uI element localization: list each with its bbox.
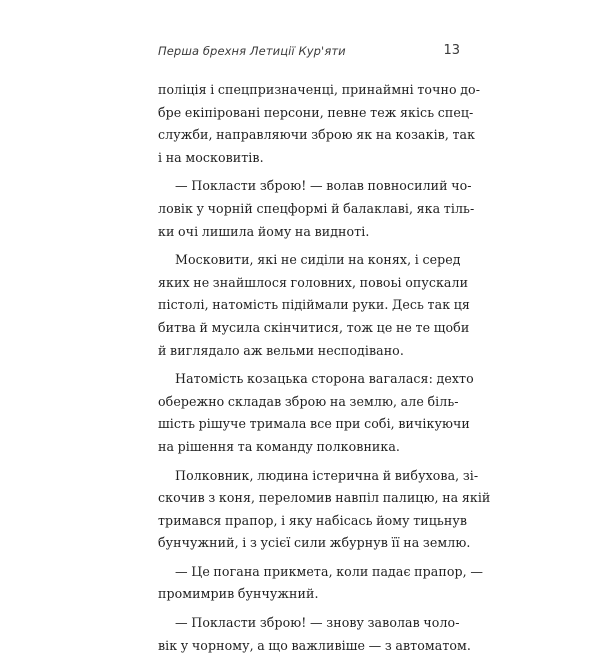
text-line: скочив з коня, переломив навпіл палицю, на якій (158, 490, 491, 506)
text-line: вік у чорному, а що важливіше — з автоматом. (158, 637, 472, 653)
text-line: — Покласти зброю! — волав повносилий чо- (175, 178, 472, 194)
text-line: ловік у чорній спецформі й балаклаві, яка тіль- (158, 200, 475, 216)
text-line: поліція і спецпризначенці, принаймні точно до- (158, 82, 481, 97)
text-line: тримався прапор, і яку набісась йому тицьнув (158, 512, 467, 528)
paragraph (158, 561, 484, 606)
text-line: Натомість козацька сторона вагалася: дехто (175, 371, 474, 387)
text-line: на рішення та команду полковника. (158, 438, 401, 454)
text-line: обережно складав зброю на землю, але біль- (158, 393, 459, 409)
text-line: Московити, які не сиділи на конях, і серед (175, 252, 461, 268)
text-line: пістолі, натомість підіймали руки. Десь так ця (158, 297, 470, 313)
paragraph (158, 465, 491, 555)
text-line: служби, направляючи зброю як на козаків, так (158, 127, 476, 143)
paragraph (158, 368, 474, 458)
text-line: бунчужний, і з усієї сили жбурнув її на землю. (158, 535, 471, 551)
text-line: — Покласти зброю! — знову заволав чоло- (175, 615, 460, 631)
running-header (158, 44, 460, 64)
text-line: бре екіпіровані персони, певне теж якісь спец- (158, 104, 474, 120)
paragraph (158, 79, 481, 169)
text-line: шість рішуче тримала все при собі, вичікуючи (158, 416, 470, 432)
text-line: ки очі лишила йому на видноті. (158, 223, 370, 239)
text-line: битва й мусила скінчитися, тож це не те щоби (158, 319, 470, 335)
running-title: Перша брехня Летиції Кур'яти (158, 44, 346, 58)
text-line: промимрив бунчужний. (158, 586, 319, 602)
body-text (158, 79, 491, 657)
text-line: яких не знайшлося головних, повоьі опускали (158, 274, 469, 290)
page-number: 13 (443, 43, 460, 58)
paragraph (158, 175, 475, 243)
paragraph (158, 249, 470, 362)
text-line: і на московитів. (158, 149, 264, 165)
text-line: — Це погана прикмета, коли падає прапор, — (175, 563, 484, 579)
paragraph (158, 612, 472, 657)
text-line: й виглядало аж вельми несподівано. (158, 342, 404, 358)
text-line: Полковник, людина істерична й вибухова, зі- (175, 467, 479, 483)
